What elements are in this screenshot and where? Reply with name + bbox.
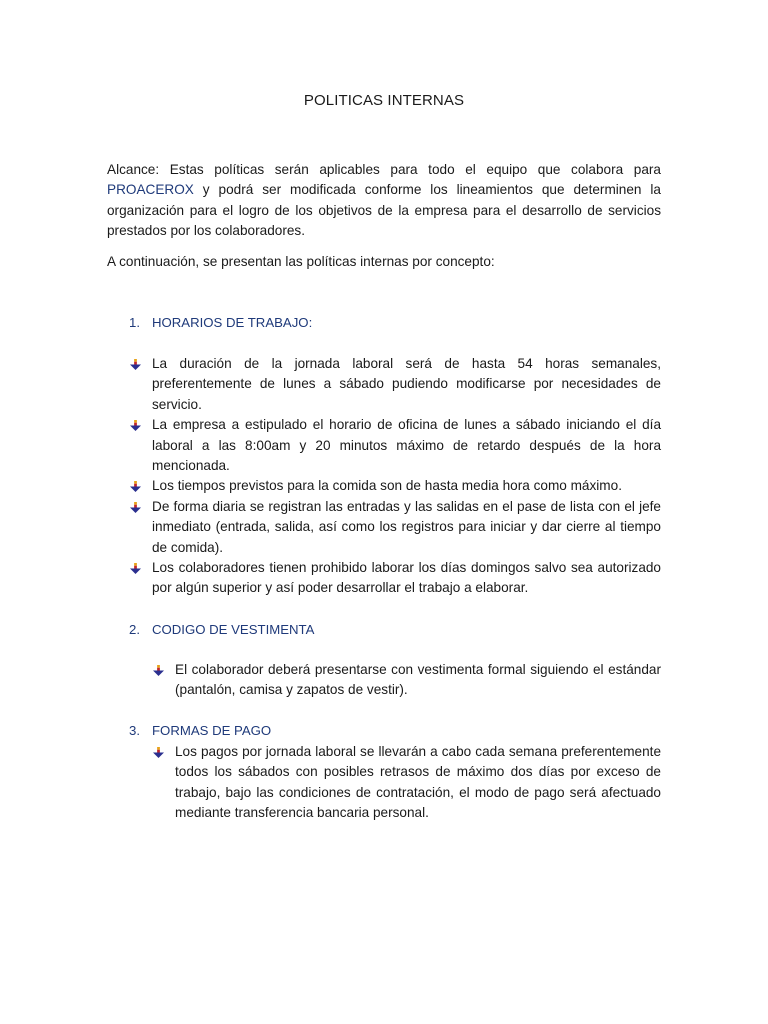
scope-text-after: y podrá ser modificada conforme los lineamientos que determinen la organización para el logro de los objetivos de la empresa para el desarrollo de servicios prestados por los colaboradores. [107, 182, 661, 239]
section-number: 3. [129, 723, 140, 738]
list-item: El colaborador deberá presentarse con vestimenta formal siguiendo el estándar (pantalón, camisa y zapatos de vestir). [175, 660, 661, 701]
list-item: Los colaboradores tienen prohibido laborar los días domingos salvo sea autorizado por algún superior y así poder desarrollar el trabajo a elaborar. [152, 558, 661, 599]
list-pago [175, 742, 661, 824]
company-name: PROACEROX [107, 182, 194, 198]
section-heading-pago [129, 723, 271, 738]
arrow-down-bullet-icon [130, 481, 141, 492]
section-number: 2. [129, 622, 140, 637]
scope-text-before: Alcance: Estas políticas serán aplicables para todo el equipo que colabora para [107, 162, 661, 177]
arrow-down-bullet-icon [130, 563, 141, 574]
scope-paragraph [107, 160, 661, 242]
list-item: La empresa a estipulado el horario de oficina de lunes a sábado iniciando el día laboral a las 8:00am y 20 minutos máximo de retardo después de la hora mencionada. [152, 415, 661, 476]
list-horarios [152, 354, 661, 599]
list-item: Los pagos por jornada laboral se llevarán a cabo cada semana preferentemente todos los sábados con posibles retrasos de máximo dos días por exceso de trabajo, bajo las condiciones de contratación, el modo de pago será afectuado mediante transferencia bancaria personal. [175, 742, 661, 824]
section-number: 1. [129, 315, 140, 330]
section-heading-horarios [129, 315, 312, 330]
list-item: Los tiempos previstos para la comida son de hasta media hora como máximo. [152, 476, 661, 496]
list-item: La duración de la jornada laboral será de hasta 54 horas semanales, preferentemente de lunes a sábado pudiendo modificarse por necesidades de servicio. [152, 354, 661, 415]
intro-paragraph: A continuación, se presentan las políticas internas por concepto: [107, 254, 495, 269]
arrow-down-bullet-icon [153, 747, 164, 758]
arrow-down-bullet-icon [130, 502, 141, 513]
arrow-down-bullet-icon [130, 420, 141, 431]
arrow-down-bullet-icon [153, 665, 164, 676]
document-title: POLITICAS INTERNAS [303, 92, 465, 109]
section-title: FORMAS DE PAGO [152, 723, 272, 738]
list-vestimenta [175, 660, 661, 701]
arrow-down-bullet-icon [130, 359, 141, 370]
list-item: De forma diaria se registran las entradas y las salidas en el pase de lista con el jefe inmediato (entrada, salida, así como los registros para iniciar y dar cierre al tiempo de comida). [152, 497, 661, 558]
section-heading-vestimenta [129, 622, 314, 637]
section-title: HORARIOS DE TRABAJO: [152, 315, 313, 330]
section-title: CODIGO DE VESTIMENTA [152, 622, 315, 637]
